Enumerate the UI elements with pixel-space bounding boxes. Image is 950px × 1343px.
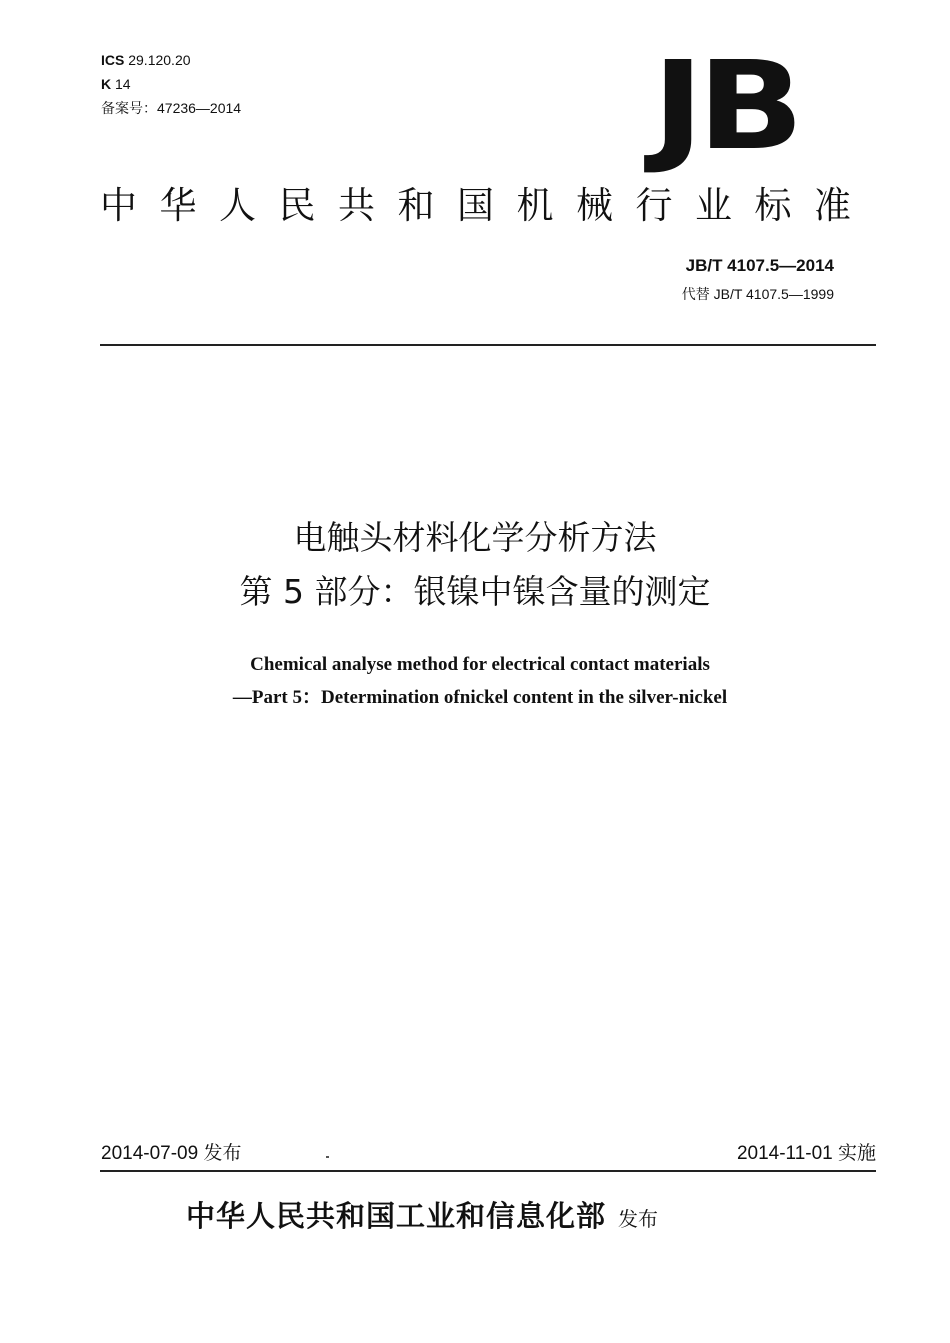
title-en-line2: —Part 5：Determination ofnickel content in the silver-nickel	[232, 687, 728, 708]
title-cn-line1: 电触头材料化学分析方法	[293, 518, 657, 557]
footer-divider	[100, 1170, 876, 1172]
issue-date: 2014-07-09 发布	[101, 1143, 242, 1164]
record-number: 备案号：47236—2014	[101, 100, 242, 116]
effective-date: 2014-11-01 实施	[736, 1143, 876, 1164]
header-divider	[100, 344, 876, 346]
ics-value: 29.120.20	[128, 52, 191, 68]
replaces-standard: 代替 JB/T 4107.5—1999	[681, 286, 834, 302]
class-value: 14	[115, 76, 131, 92]
classification-code	[101, 76, 131, 92]
title-en-line1: Chemical analyse method for electrical contact materials	[250, 654, 710, 675]
class-label: K	[101, 76, 112, 92]
title-cn-line2: 第 5 部分：银镍中镍含量的测定	[239, 572, 711, 611]
scan-speck	[326, 1156, 329, 1158]
page-header: 中华人民共和国机械行业标准	[100, 184, 874, 227]
publisher	[186, 1196, 658, 1239]
publisher-name: 中华人民共和国工业和信息化部	[186, 1199, 607, 1233]
ics-code	[101, 52, 191, 68]
ics-label: ICS	[101, 52, 125, 68]
standard-number: JB/T 4107.5—2014	[685, 256, 834, 275]
jb-logo: JB	[652, 35, 798, 177]
publisher-suffix: 发布	[618, 1207, 659, 1231]
